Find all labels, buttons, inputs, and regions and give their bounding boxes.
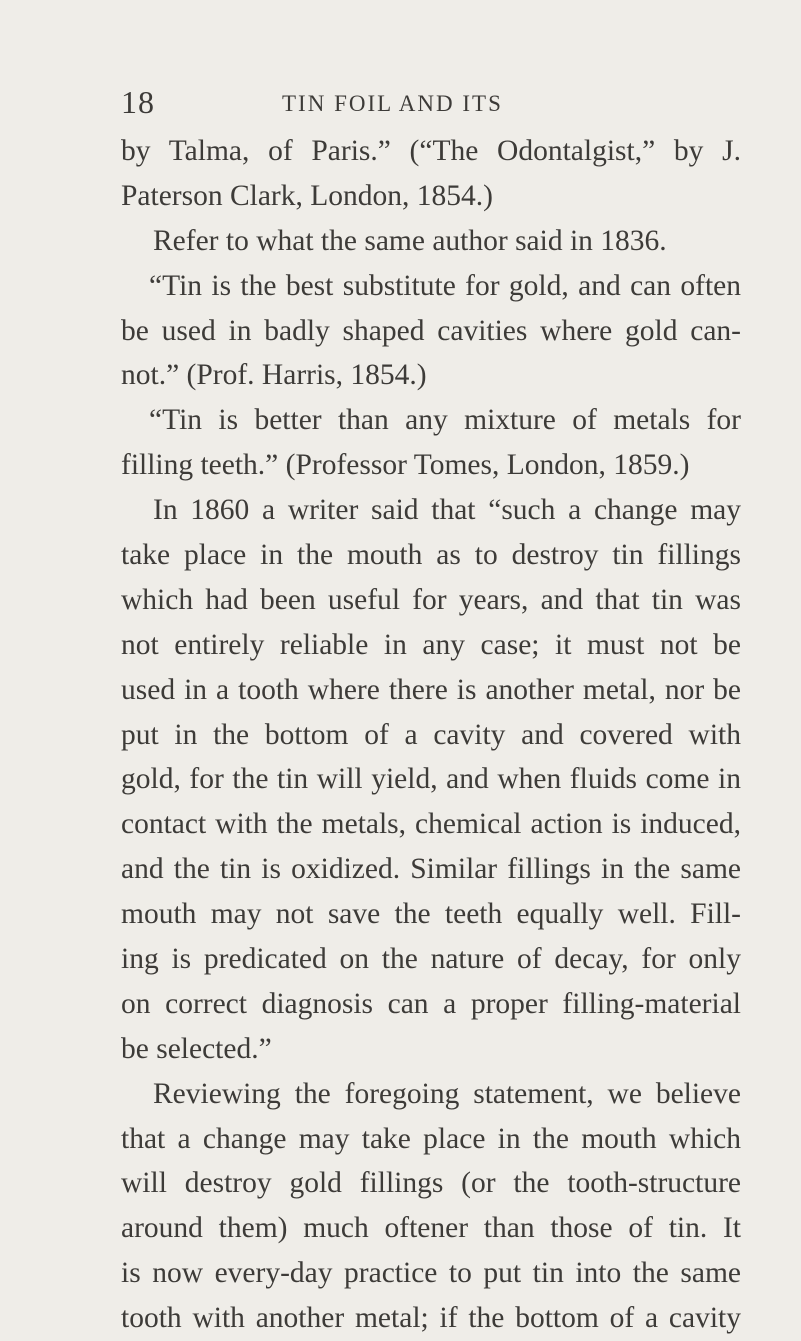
- text-line: “Tin is the best substitute for gold, and can often: [149, 269, 741, 302]
- text-line: In 1860 a writer said that “such a change may: [153, 494, 741, 527]
- body-text: [121, 129, 741, 1341]
- text-line: put in the bottom of a cavity and covered with: [121, 718, 741, 751]
- running-head: TIN FOIL AND ITS: [282, 91, 503, 116]
- text-line: and the tin is oxidized. Similar fillings in the same: [121, 853, 741, 886]
- text-line: around them) much oftener than those of tin. It: [121, 1212, 741, 1245]
- text-line: be selected.”: [121, 1032, 272, 1065]
- text-line: take place in the mouth as to destroy tin fillings: [121, 539, 741, 572]
- text-line: be used in badly shaped cavities where gold can-: [121, 314, 741, 347]
- text-line: which had been useful for years, and that tin was: [121, 583, 741, 616]
- text-line: is now every-day practice to put tin into the same: [121, 1257, 741, 1290]
- text-line: gold, for the tin will yield, and when fluids come in: [121, 763, 741, 796]
- text-line: on correct diagnosis can a proper filling-material: [121, 987, 741, 1020]
- text-line: mouth may not save the teeth equally well. Fill-: [121, 898, 741, 931]
- text-line: filling teeth.” (Professor Tomes, London, 1859.): [121, 449, 690, 482]
- text-line: that a change may take place in the mouth which: [121, 1122, 741, 1155]
- text-line: used in a tooth where there is another metal, nor be: [121, 673, 741, 706]
- text-line: not entirely reliable in any case; it must not be: [121, 628, 741, 661]
- text-line: by Talma, of Paris.” (“The Odontalgist,” by J.: [121, 135, 741, 167]
- text-line: not.” (Prof. Harris, 1854.): [121, 359, 427, 392]
- text-line: contact with the metals, chemical action is induced,: [121, 808, 741, 841]
- text-line: Paterson Clark, London, 1854.): [121, 179, 493, 212]
- text-line: will destroy gold fillings (or the tooth-structure: [121, 1167, 741, 1200]
- text-line: Refer to what the same author said in 1836.: [153, 224, 667, 257]
- text-line: Reviewing the foregoing statement, we believe: [153, 1077, 741, 1110]
- page-number: 18: [121, 84, 155, 120]
- page-header: [121, 84, 721, 120]
- text-line: “Tin is better than any mixture of metals for: [149, 404, 741, 437]
- text-line: tooth with another metal; if the bottom of a cavity: [121, 1302, 741, 1335]
- text-line: ing is predicated on the nature of decay, for only: [121, 943, 741, 976]
